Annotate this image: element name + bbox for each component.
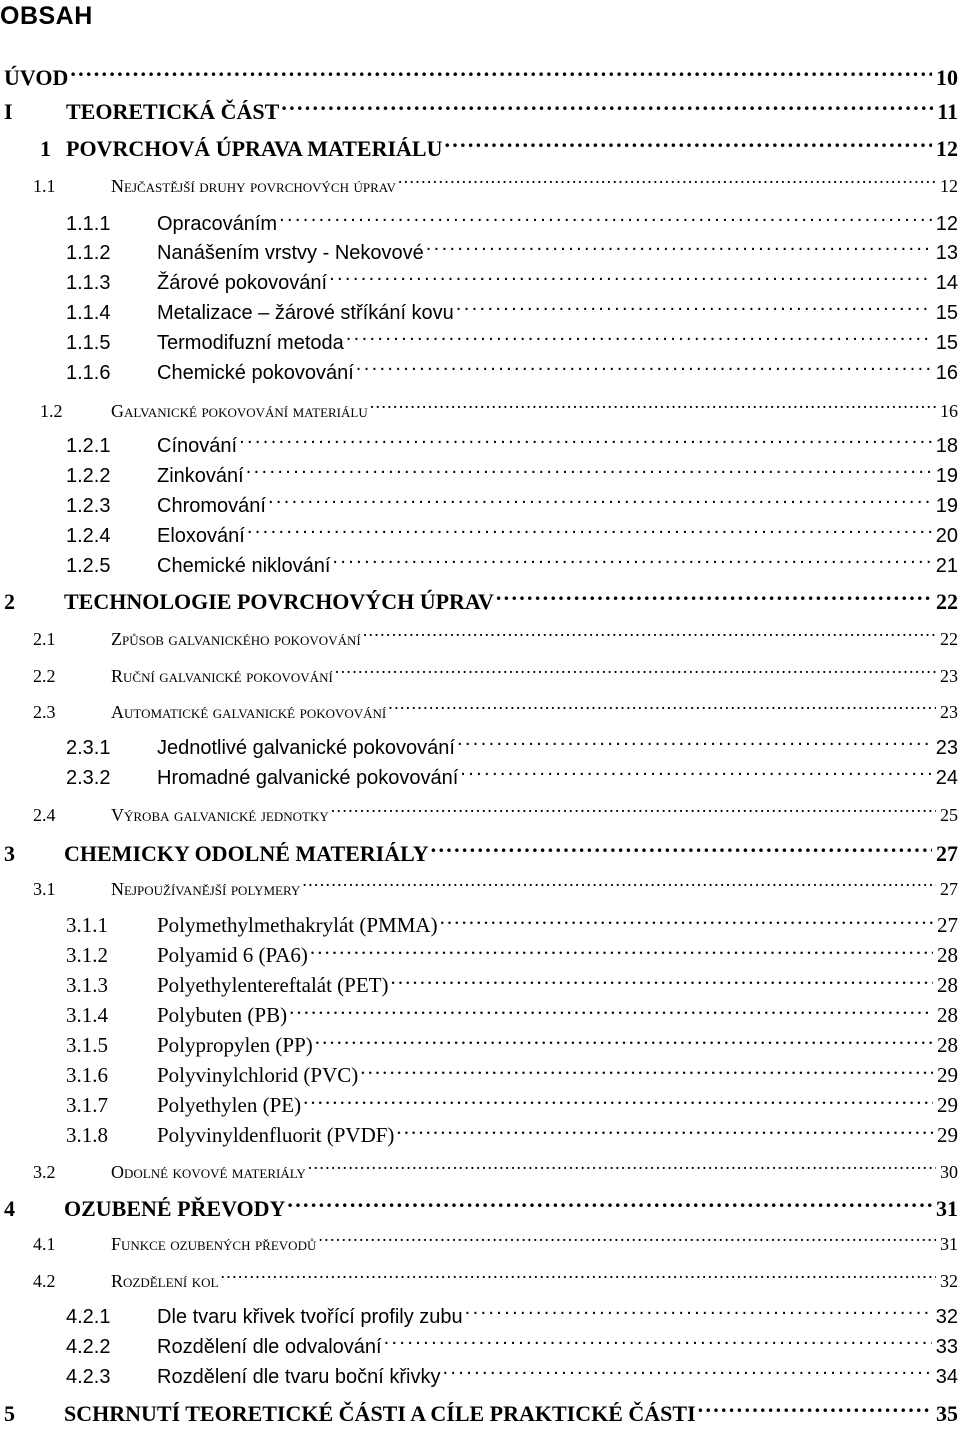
toc-entry[interactable] [0, 461, 958, 491]
toc-entry-title: Rozdělení dle odvalování [157, 1336, 382, 1358]
toc-entry[interactable] [0, 733, 958, 763]
toc-entry-page-number: 12 [935, 213, 958, 235]
toc-entry-number: 5 [4, 1401, 15, 1426]
toc-entry[interactable] [0, 1120, 958, 1150]
toc-entry-number: 3.1.6 [66, 1063, 108, 1087]
toc-entry-title: Nejčastější druhy povrchových úprav [111, 176, 396, 196]
toc-entry-page-number: 22 [940, 629, 958, 649]
toc-entry-page-number: 33 [935, 1336, 958, 1358]
toc-entry-page-number: 19 [935, 465, 958, 487]
toc-entry[interactable] [0, 209, 958, 239]
toc-entry-number: 2.3.1 [66, 737, 111, 759]
toc-dot-leader [465, 1303, 932, 1323]
toc-entry-title: Rozdělení dle tvaru boční křivky [157, 1366, 441, 1388]
toc-entry-page-number: 31 [936, 1196, 958, 1221]
toc-entry-page-number: 30 [940, 1162, 958, 1182]
toc-entry-number: 2.2 [33, 666, 56, 686]
toc-dot-leader [315, 1031, 933, 1052]
toc-entry-number: 1 [40, 136, 51, 161]
toc-dot-leader [456, 299, 932, 319]
toc-dot-leader [331, 803, 936, 821]
toc-entry[interactable] [0, 624, 958, 654]
toc-entry-number: 2.3.2 [66, 767, 111, 789]
toc-dot-leader [370, 399, 936, 417]
toc-entry-page-number: 21 [935, 555, 958, 577]
toc-entry-title: Metalizace – žárové stříkání kovu [157, 302, 454, 324]
toc-entry-number: 1.1.1 [66, 213, 111, 235]
toc-entry-number: 1.1.4 [66, 302, 111, 324]
toc-entry-number: 1.2.2 [66, 465, 111, 487]
toc-entry-title: Nanášením vrstvy - Nekovové [157, 242, 424, 264]
toc-entry-title: Polyvinylchlorid (PVC) [157, 1063, 359, 1087]
toc-entry-page-number: 13 [935, 242, 958, 264]
toc-entry-number: 3.1.8 [66, 1123, 108, 1147]
toc-entry-number: 2.3 [33, 702, 56, 722]
toc-entry-number: 4.2.1 [66, 1306, 111, 1328]
toc-entry-number: 2 [4, 589, 15, 614]
toc-entry-title: Chemické niklování [157, 555, 331, 577]
toc-entry[interactable] [0, 1302, 958, 1332]
toc-dot-leader [388, 700, 936, 718]
toc-dot-leader [220, 1269, 936, 1287]
toc-entry-page-number: 25 [940, 805, 958, 825]
toc-entry-page-number: 28 [937, 973, 958, 997]
toc-entry-page-number: 28 [937, 943, 958, 967]
toc-entry-page-number: 29 [937, 1093, 958, 1117]
toc-entry-title: TEORETICKÁ ČÁST [66, 99, 280, 124]
toc-entry-page-number: 10 [936, 65, 958, 90]
toc-entry[interactable] [0, 838, 958, 870]
toc-entry-page-number: 23 [940, 666, 958, 686]
toc-dot-leader [356, 359, 932, 379]
toc-entry[interactable] [0, 970, 958, 1000]
toc-entry-number: 3.1 [33, 879, 56, 899]
toc-entry[interactable] [0, 298, 958, 328]
toc-dot-leader [457, 734, 932, 754]
toc-entry-number: 4.2.3 [66, 1366, 111, 1388]
toc-entry-page-number: 23 [935, 737, 958, 759]
toc-entry-page-number: 23 [940, 702, 958, 722]
toc-entry-page-number: 22 [936, 589, 958, 614]
toc-entry-number: 4.2.2 [66, 1336, 111, 1358]
toc-dot-leader [442, 1363, 931, 1383]
toc-dot-leader [335, 664, 936, 682]
toc-entry-page-number: 19 [935, 495, 958, 517]
toc-entry-number: 1.1.6 [66, 362, 111, 384]
toc-entry-title: Polyethylentereftalát (PET) [157, 973, 389, 997]
toc-dot-leader [318, 1232, 936, 1250]
toc-entry-title: Polyethylen (PE) [157, 1093, 302, 1117]
toc-entry-number: 1.1.2 [66, 242, 111, 264]
toc-entry[interactable] [0, 1229, 958, 1259]
toc-dot-leader [360, 1061, 933, 1082]
toc-entry-number: 3.1.4 [66, 1003, 108, 1027]
toc-entry-number: 2.1 [33, 629, 56, 649]
toc-dot-leader [279, 210, 932, 230]
toc-entry[interactable] [0, 910, 958, 940]
toc-entry[interactable] [0, 800, 958, 830]
toc-dot-leader [310, 941, 933, 962]
toc-entry-number: 1.1 [33, 176, 56, 196]
toc-entry-title: Galvanické pokovování materiálu [111, 401, 368, 421]
toc-entry-page-number: 31 [940, 1234, 958, 1254]
toc-dot-leader [391, 971, 933, 992]
toc-entry-page-number: 15 [935, 302, 958, 324]
toc-entry-page-number: 14 [935, 272, 958, 294]
toc-entry-title: Polyamid 6 (PA6) [157, 943, 308, 967]
toc-entry-title: ÚVOD [4, 65, 69, 90]
toc-entry-title: CHEMICKY ODOLNÉ MATERIÁLY [64, 841, 429, 866]
toc-entry-number: 4.1 [33, 1234, 56, 1254]
toc-dot-leader [329, 269, 932, 289]
toc-entry-number: 1.1.5 [66, 332, 111, 354]
toc-entry-number: 3.1.1 [66, 913, 108, 937]
toc-entry-number: 3.1.7 [66, 1093, 108, 1117]
toc-entry[interactable] [0, 238, 958, 268]
toc-entry-number: 3.1.5 [66, 1033, 108, 1057]
toc-entry-number: 4.2 [33, 1271, 56, 1291]
toc-entry-title: Eloxování [157, 525, 245, 547]
toc-entry-page-number: 32 [935, 1306, 958, 1328]
toc-entry-number: 2.4 [33, 805, 56, 825]
toc-entry[interactable] [0, 763, 958, 793]
toc-entry-page-number: 28 [937, 1003, 958, 1027]
toc-entry[interactable] [0, 328, 958, 358]
toc-entry[interactable] [0, 521, 958, 551]
toc-entry-title: Způsob galvanického pokovování [111, 629, 361, 649]
toc-entry[interactable] [0, 1090, 958, 1120]
toc-dot-leader [247, 522, 932, 542]
toc-entry[interactable] [0, 697, 958, 727]
toc-entry-number: 3 [4, 841, 15, 866]
toc-entry-number: 3.1.2 [66, 943, 108, 967]
toc-entry[interactable] [0, 133, 958, 165]
toc-entry-page-number: 35 [936, 1401, 958, 1426]
toc-dot-leader [268, 492, 932, 512]
toc-dot-leader [346, 329, 932, 349]
toc-entry-number: 1.2.4 [66, 525, 111, 547]
toc-entry-title: OZUBENÉ PŘEVODY [64, 1196, 286, 1221]
toc-entry-number: 4 [4, 1196, 15, 1221]
toc-entry-number: 1.2.5 [66, 555, 111, 577]
toc-dot-leader [239, 432, 932, 452]
toc-entry-number: 1.2 [40, 401, 63, 421]
toc-entry-page-number: 15 [935, 332, 958, 354]
toc-entry-title: Polymethylmethakrylát (PMMA) [157, 913, 438, 937]
toc-entry[interactable] [0, 1030, 958, 1060]
toc-entry-title: SCHRNUTÍ TEORETICKÉ ČÁSTI A CÍLE PRAKTICKÉ ČÁSTI [64, 1401, 696, 1426]
toc-entry-title: Rozdělení kol [111, 1271, 219, 1291]
toc-entry-title: Žárové pokovování [157, 272, 328, 294]
toc-entry-title: Jednotlivé galvanické pokovování [157, 737, 455, 759]
toc-dot-leader [496, 587, 932, 609]
toc-entry-title: Ruční galvanické pokovování [111, 666, 333, 686]
toc-dot-leader [287, 1194, 932, 1216]
toc-entry-page-number: 28 [937, 1033, 958, 1057]
toc-dot-leader [396, 1121, 933, 1142]
toc-entry-title: POVRCHOVÁ ÚPRAVA MATERIÁLU [66, 136, 443, 161]
toc-entry-page-number: 34 [935, 1366, 958, 1388]
toc-entry[interactable] [0, 1362, 958, 1392]
toc-dot-leader [332, 552, 931, 572]
toc-entry-title: Funkce ozubených převodů [111, 1234, 317, 1254]
toc-dot-leader [444, 134, 932, 156]
toc-entry-title: Polypropylen (PP) [157, 1033, 313, 1057]
toc-entry-page-number: 11 [937, 99, 958, 124]
toc-entry-title: Nejpoužívanější polymery [111, 879, 301, 899]
toc-entry[interactable] [0, 1060, 958, 1090]
toc-entry[interactable] [0, 268, 958, 298]
toc-entry[interactable] [0, 661, 958, 691]
toc-entry-number: 3.1.3 [66, 973, 108, 997]
toc-dot-leader [698, 1399, 932, 1421]
toc-entry-page-number: 29 [937, 1063, 958, 1087]
toc-dot-leader [70, 63, 932, 85]
toc-entry[interactable] [0, 1398, 958, 1430]
toc-entry-page-number: 12 [936, 136, 958, 161]
toc-entry-title: Polyvinyldenfluorit (PVDF) [157, 1123, 395, 1147]
toc-entry-title: Odolné kovové materiály [111, 1162, 306, 1182]
toc-entry-title: Termodifuzní metoda [157, 332, 344, 354]
toc-entry[interactable] [0, 940, 958, 970]
toc-entry[interactable] [0, 358, 958, 388]
toc-entry-title: Výroba galvanické jednotky [111, 805, 329, 825]
toc-entry[interactable] [0, 171, 958, 201]
toc-entry[interactable] [0, 1157, 958, 1187]
toc-entry-page-number: 27 [936, 841, 958, 866]
toc-dot-leader [426, 239, 932, 259]
toc-entry-title: Dle tvaru křivek tvořící profily zubu [157, 1306, 463, 1328]
toc-dot-leader [440, 911, 933, 932]
toc-entry-title: Chemické pokovování [157, 362, 354, 384]
toc-entry-page-number: 16 [940, 401, 958, 421]
toc-entry-number: 1.1.3 [66, 272, 111, 294]
toc-entry-page-number: 18 [935, 435, 958, 457]
toc-entry-title: Polybuten (PB) [157, 1003, 288, 1027]
page-title: OBSAH [0, 2, 93, 30]
toc-entry[interactable] [0, 62, 958, 94]
toc-entry-number: 1.2.1 [66, 435, 111, 457]
toc-entry[interactable] [0, 551, 958, 581]
toc-entry-title: Opracováním [157, 213, 278, 235]
toc-entry-page-number: 27 [940, 879, 958, 899]
toc-dot-leader [363, 627, 936, 645]
toc-dot-leader [246, 462, 932, 482]
toc-entry-page-number: 24 [935, 767, 958, 789]
toc-entry-title: Hromadné galvanické pokovování [157, 767, 459, 789]
toc-entry-title: Automatické galvanické pokovování [111, 702, 387, 722]
toc-entry[interactable] [0, 396, 958, 426]
toc-entry-page-number: 12 [940, 176, 958, 196]
toc-entry[interactable] [0, 491, 958, 521]
toc-dot-leader [398, 174, 936, 192]
toc-entry-number: 3.2 [33, 1162, 56, 1182]
toc-entry-title: TECHNOLOGIE POVRCHOVÝCH ÚPRAV [64, 589, 494, 614]
toc-entry[interactable] [0, 1266, 958, 1296]
toc-dot-leader [460, 764, 931, 784]
toc-dot-leader [384, 1333, 932, 1353]
toc-entry-number: I [4, 99, 13, 124]
toc-entry-page-number: 16 [935, 362, 958, 384]
toc-entry[interactable] [0, 586, 958, 618]
toc-entry[interactable] [0, 431, 958, 461]
toc-dot-leader [281, 97, 933, 119]
toc-dot-leader [289, 1001, 933, 1022]
toc-entry[interactable] [0, 1332, 958, 1362]
toc-dot-leader [303, 1091, 933, 1112]
toc-entry-number: 1.2.3 [66, 495, 111, 517]
toc-entry[interactable] [0, 96, 958, 128]
toc-dot-leader [431, 839, 932, 861]
toc-entry-page-number: 32 [940, 1271, 958, 1291]
toc-entry-title: Cínování [157, 435, 238, 457]
toc-entry-page-number: 27 [937, 913, 958, 937]
toc-entry-page-number: 29 [937, 1123, 958, 1147]
toc-entry-page-number: 20 [935, 525, 958, 547]
toc-dot-leader [302, 877, 936, 895]
toc-entry-title: Zinkování [157, 465, 244, 487]
toc-dot-leader [308, 1160, 936, 1178]
toc-entry[interactable] [0, 1000, 958, 1030]
toc-entry[interactable] [0, 874, 958, 904]
toc-entry[interactable] [0, 1193, 958, 1225]
toc-entry-title: Chromování [157, 495, 266, 517]
